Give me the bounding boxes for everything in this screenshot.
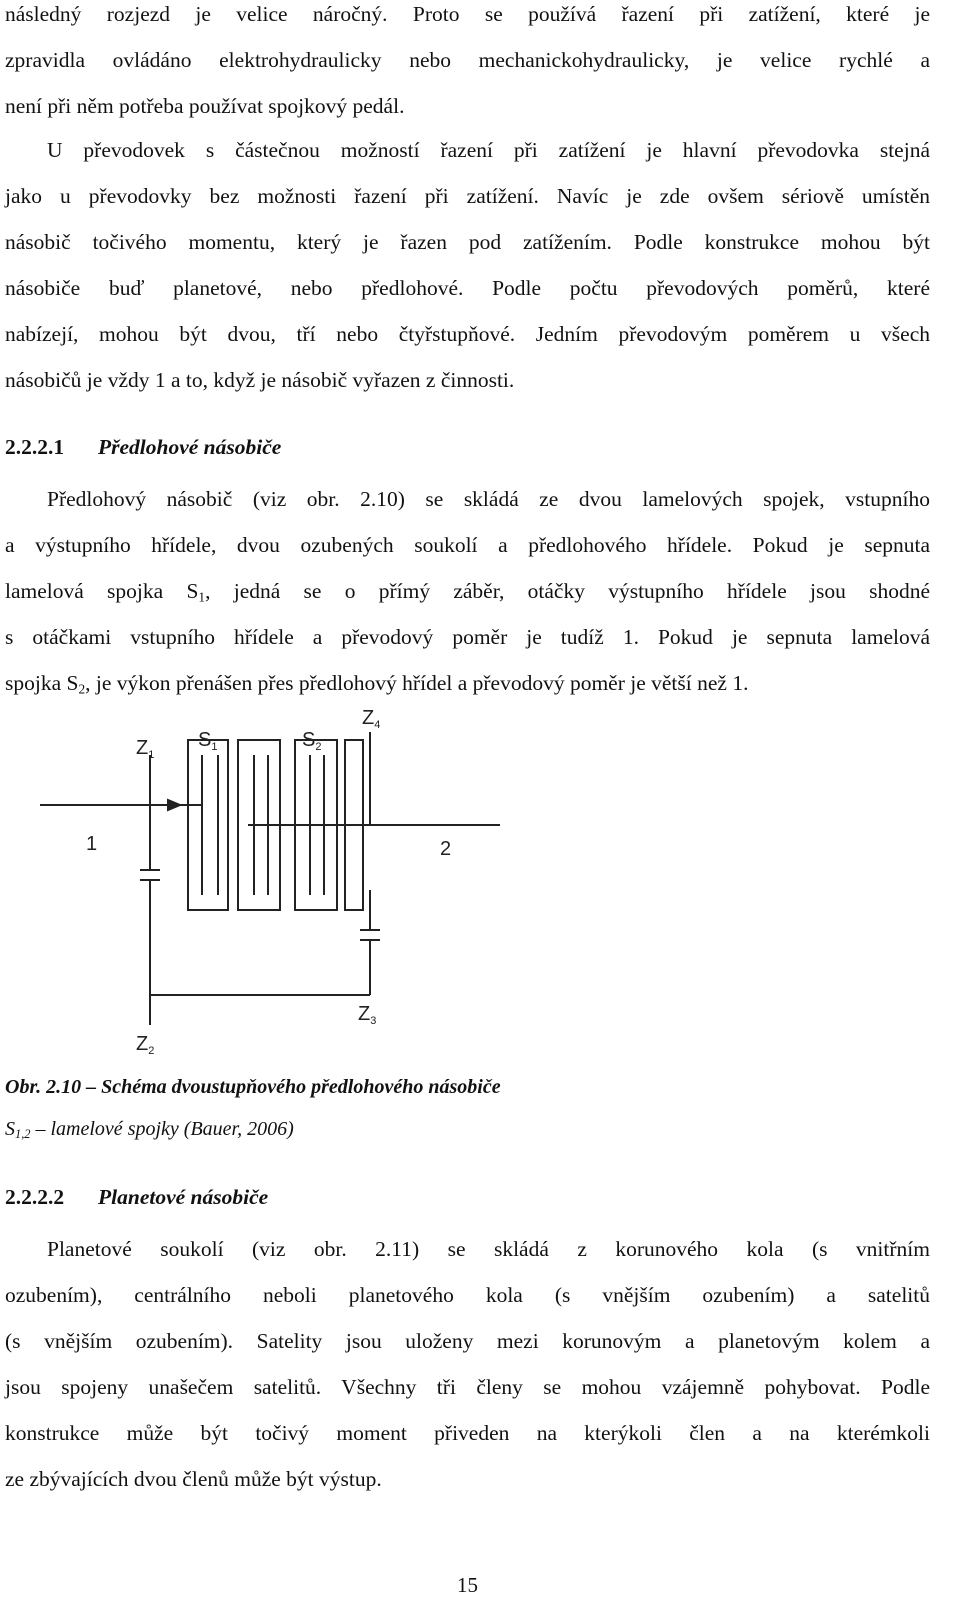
- text-line: následný rozjezd je velice náročný. Proto se používá řazení při zatížení, které je: [5, 2, 930, 26]
- section-number: 2.2.2.2: [5, 1185, 65, 1209]
- paragraph-intro: [5, 0, 930, 129]
- page-number: 15: [457, 1573, 478, 1597]
- text-line: jako u převodovky bez možnosti řazení při zatížení. Navíc je zde ovšem sériově umístěn: [5, 184, 930, 208]
- text-line: Předlohový násobič (viz obr. 2.10) se skládá ze dvou lamelových spojek, vstupního: [47, 487, 930, 511]
- figure-caption: [5, 1072, 501, 1102]
- section-title: Planetové násobiče: [98, 1185, 269, 1209]
- text-line: (s vnějším ozubením). Satelity jsou uloženy mezi korunovým a planetovým kolem a: [5, 1329, 930, 1353]
- input-arrow-icon: [168, 800, 180, 810]
- paragraph-countershaft: [5, 476, 930, 706]
- paragraph-planetary: [5, 1226, 930, 1502]
- label-z2: $Z_2$: [136, 1033, 155, 1057]
- text-line: lamelová spojka $S_1$, jedná se o přímý záběr, otáčky výstupního hřídele jsou shodné: [5, 579, 931, 605]
- text-line: násobič točivého momentu, který je řazen pod zatížením. Podle konstrukce mohou být: [5, 230, 930, 254]
- label-z3: $Z_3$: [358, 1003, 377, 1027]
- label-input-shaft: 1: [86, 833, 98, 855]
- figure-countershaft-multiplier-schematic: [40, 700, 560, 1060]
- section-heading-countershaft: [5, 432, 281, 462]
- label-s2: $S_2$: [302, 729, 322, 753]
- clutch-s1-housing: [188, 740, 228, 910]
- text-line: jsou spojeny unašečem satelitů. Všechny tři členy se mohou vzájemně pohybovat. Podle: [5, 1375, 930, 1399]
- label-z4: $Z_4$: [362, 707, 381, 731]
- text-line: není při něm potřeba používat spojkový pedál.: [5, 94, 405, 118]
- text-line: U převodovek s částečnou možností řazení při zatížení je hlavní převodovka stejná: [47, 138, 930, 162]
- text-line: s otáčkami vstupního hřídele a převodový poměr je tudíž 1. Pokud je sepnuta lamelová: [5, 625, 930, 649]
- text-line: násobičů je vždy 1 a to, když je násobič vyřazen z činnosti.: [5, 368, 515, 392]
- text-line: Planetové soukolí (viz obr. 2.11) se skládá z korunového kola (s vnitřním: [47, 1237, 930, 1261]
- schematic-diagram: [40, 700, 560, 1060]
- section-heading-planetary: [5, 1182, 268, 1212]
- caption-title: Obr. 2.10 – Schéma dvoustupňového předlohového násobiče: [5, 1076, 501, 1098]
- text-line: zpravidla ovládáno elektrohydraulicky nebo mechanickohydraulicky, je velice rychlé a: [5, 48, 930, 72]
- text-line: spojka $S_2$, je výkon přenášen přes předlohový hřídel a převodový poměr je větší než 1.: [5, 671, 749, 697]
- paragraph-partial-shift: [5, 127, 930, 403]
- diagram-lines: [40, 732, 500, 1025]
- text-line: ze zbývajících dvou členů může být výstup.: [5, 1467, 382, 1491]
- text-line: ozubením), centrálního neboli planetového kola (s vnějším ozubením) a satelitů: [5, 1283, 930, 1307]
- text-line: nabízejí, mohou být dvou, tří nebo čtyřstupňové. Jedním převodovým poměrem u všech: [5, 322, 930, 346]
- figure-caption-note: $S_{1,2}$ – lamelové spojky (Bauer, 2006): [5, 1118, 294, 1142]
- label-z1: $Z_1$: [136, 737, 155, 761]
- text-line: a výstupního hřídele, dvou ozubených soukolí a předlohového hřídele. Pokud je sepnuta: [5, 533, 930, 557]
- text-line: konstrukce může být točivý moment přiveden na kterýkoli člen a na kterémkoli: [5, 1421, 930, 1445]
- label-s1: $S_1$: [198, 729, 218, 753]
- text-line: násobiče buď planetové, nebo předlohové. Podle počtu převodových poměrů, které: [5, 276, 930, 300]
- label-output-shaft: 2: [440, 838, 452, 860]
- section-number: 2.2.2.1: [5, 435, 65, 459]
- section-title: Předlohové násobiče: [98, 435, 282, 459]
